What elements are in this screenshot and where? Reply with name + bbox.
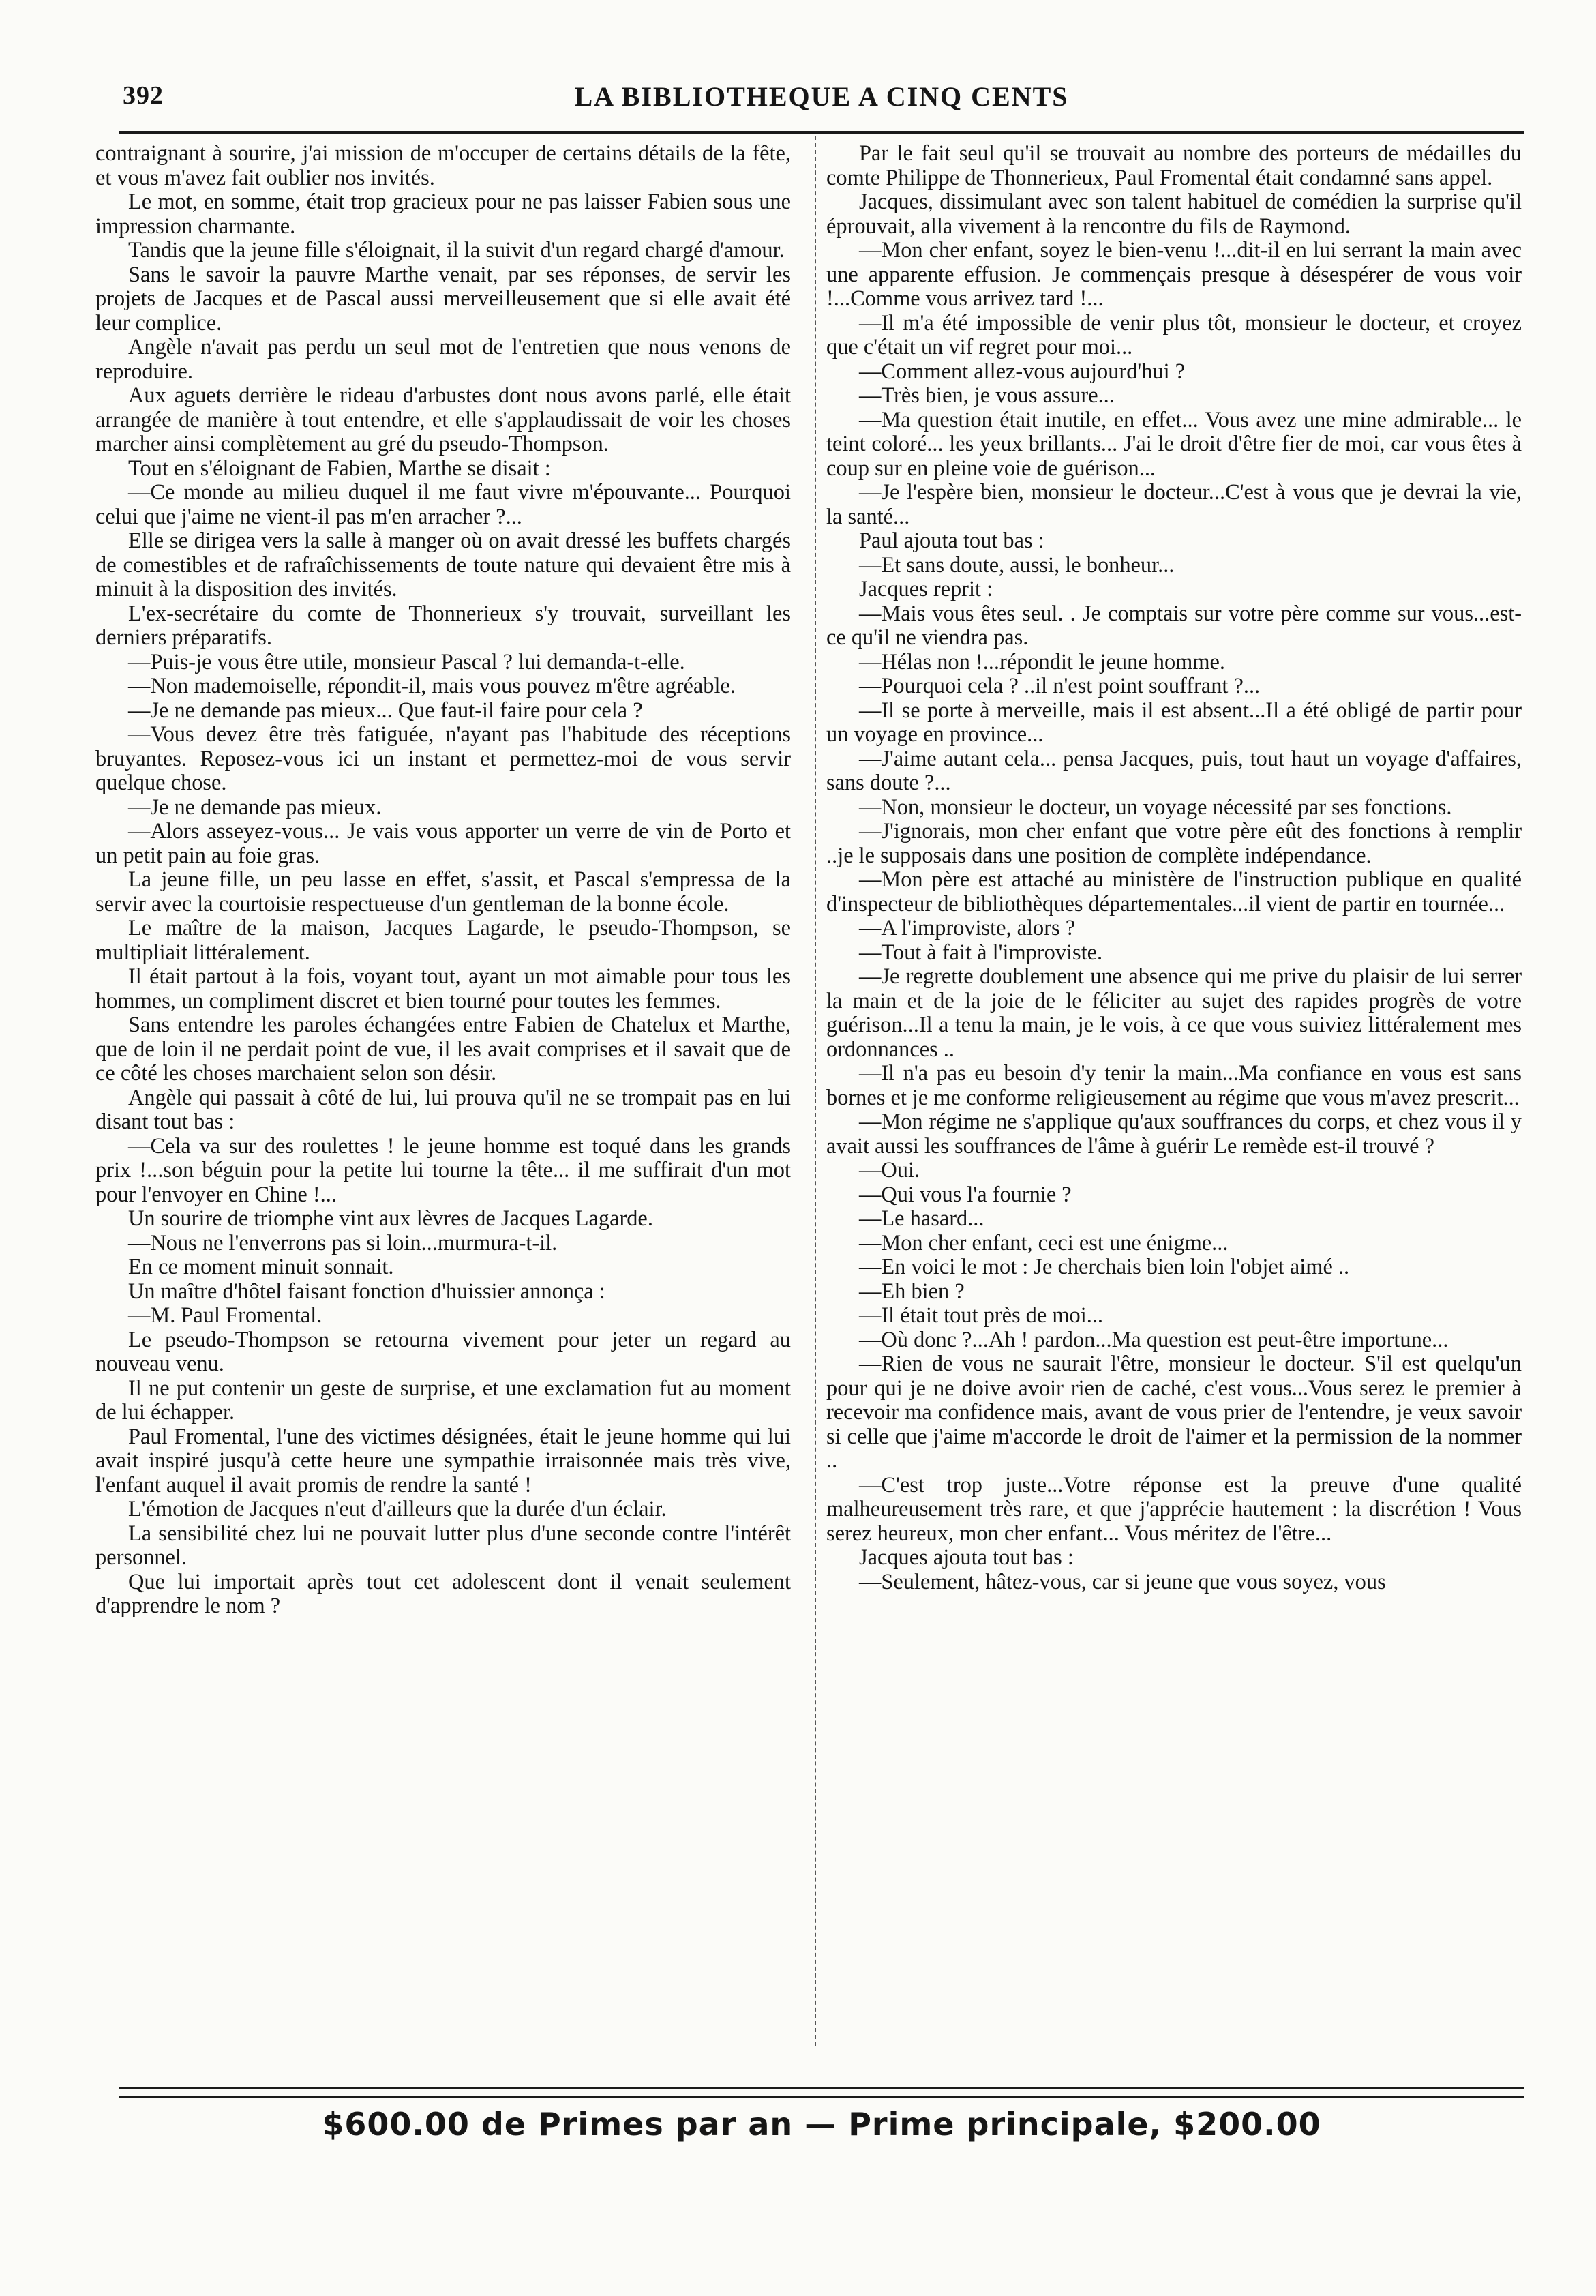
paragraph: —Cela va sur des roulettes ! le jeune homme est toqué dans les grands prix !...son béguin pour la petite lui tourne la tête... il me suffirait d'un mot pour l'envoyer en Chine !... — [95, 1133, 791, 1207]
paragraph: Le pseudo-Thompson se retourna vivement pour jeter un regard au nouveau venu. — [95, 1327, 791, 1376]
paragraph: —Où donc ?...Ah ! pardon...Ma question est peut-être importune... — [859, 1327, 1449, 1352]
running-title: LA BIBLIOTHEQUE A CINQ CENTS — [574, 81, 1069, 112]
paragraph: Par le fait seul qu'il se trouvait au nombre des porteurs de médailles du comte Philippe de Thonnerieux, Paul Fromental était condamné sans appel. — [826, 142, 1522, 190]
paragraph: Un sourire de triomphe vint aux lèvres de Jacques Lagarde. — [128, 1206, 653, 1231]
paragraph: L'ex-secrétaire du comte de Thonnerieux s'y trouvait, surveillant les derniers préparatifs. — [95, 601, 791, 650]
paragraph: Le mot, en somme, était trop gracieux pour ne pas laisser Fabien sous une impression charmante. — [95, 190, 791, 239]
paragraph: —Il était tout près de moi... — [859, 1303, 1104, 1328]
paragraph: —Pourquoi cela ? ..il n'est point souffrant ?... — [859, 674, 1261, 698]
paragraph: —Mais vous êtes seul. . Je comptais sur votre père comme sur vous...est-ce qu'il ne viendra pas. — [826, 601, 1522, 650]
paragraph: —En voici le mot : Je cherchais bien loin l'objet aimé .. — [859, 1255, 1350, 1279]
paragraph: —Ma question était inutile, en effet... Vous avez une mine admirable... le teint coloré... les yeux brillants... J'ai le droit d'être fier de moi, car vous êtes à coup sur en pleine voie de guérison... — [826, 407, 1522, 481]
page-header — [123, 80, 1520, 119]
paragraph: —Puis-je vous être utile, monsieur Pascal ? lui demanda-t-elle. — [128, 649, 685, 674]
paragraph: Paul ajouta tout bas : — [859, 528, 1044, 553]
paragraph: —Comment allez-vous aujourd'hui ? — [859, 359, 1186, 384]
paragraph: —A l'improviste, alors ? — [859, 916, 1076, 940]
paragraph: Un maître d'hôtel faisant fonction d'huissier annonça : — [128, 1279, 605, 1304]
paragraph: —Rien de vous ne saurait l'être, monsieur le docteur. S'il est quelqu'un pour qui je ne doive avoir rien de caché, c'est vous...Vous serez le premier à recevoir ma confidence mais, avant de vous prier de l'entendre, je veux savoir si celle que j'aime m'accorde le droit de l'aimer et la permission de la nommer .. — [826, 1352, 1522, 1473]
paragraph: —Mon cher enfant, ceci est une énigme... — [859, 1230, 1229, 1255]
paragraph: —Il n'a pas eu besoin d'y tenir la main...Ma confiance en vous est sans bornes et je me conforme religieusement au régime que vous m'avez prescrit... — [826, 1061, 1522, 1110]
paragraph: —C'est trop juste...Votre réponse est la preuve d'une qualité malheureusement très rare, et que j'apprécie hautement : la discrétion ! Vous serez heureux, mon cher enfant... Vous méritez de l'être... — [826, 1472, 1522, 1546]
paragraph: —Il m'a été impossible de venir plus tôt, monsieur le docteur, et croyez que c'était un vif regret pour moi... — [826, 310, 1522, 359]
paragraph: —Non mademoiselle, répondit-il, mais vous pouvez m'être agréable. — [128, 674, 736, 698]
paragraph: —Nous ne l'enverrons pas si loin...murmura-t-il. — [128, 1230, 558, 1255]
header-rule — [119, 131, 1524, 134]
paragraph: —Je ne demande pas mieux... Que faut-il faire pour cela ? — [128, 698, 643, 723]
paragraph: —Mon père est attaché au ministère de l'instruction publique en qualité d'inspecteur de bibliothèques départementales...il vient de partir en tournée... — [826, 867, 1522, 916]
paragraph: —Et sans doute, aussi, le bonheur... — [859, 552, 1175, 578]
paragraph: —Ce monde au milieu duquel il me faut vivre m'épouvante... Pourquoi celui que j'aime ne vient-il pas m'en arracher ?... — [95, 480, 791, 529]
paragraph: —Mon régime ne s'applique qu'aux souffrances du corps, et chez vous il y avait aussi les souffrances de l'âme à guérir Le remède est-il trouvé ? — [826, 1109, 1522, 1159]
paragraph: La sensibilité chez lui ne pouvait lutter plus d'une seconde contre l'intérêt personnel. — [95, 1521, 791, 1570]
paragraph: Sans entendre les paroles échangées entre Fabien de Chatelux et Marthe, que de loin il ne perdait point de vue, il les avait comprises et il savait que de ce côté les choses marchaient selon son désir. — [95, 1013, 791, 1086]
paragraph: —Eh bien ? — [859, 1279, 965, 1304]
paragraph: Elle se dirigea vers la salle à manger où on avait dressé les buffets chargés de comestibles et de rafraîchissements de toute nature qui devaient être mis à minuit à la disposition des invités. — [95, 528, 791, 601]
paragraph: —Hélas non !...répondit le jeune homme. — [859, 649, 1226, 674]
right-column — [826, 142, 1522, 2038]
paragraph: —J'aime autant cela... pensa Jacques, puis, tout haut un voyage d'affaires, sans doute ?... — [826, 746, 1522, 795]
paragraph: L'émotion de Jacques n'eut d'ailleurs que la durée d'un éclair. — [128, 1497, 667, 1521]
paragraph: Le maître de la maison, Jacques Lagarde, le pseudo-Thompson, se multipliait littéralement. — [95, 916, 791, 965]
paragraph: Jacques reprit : — [859, 577, 993, 601]
paragraph: —Je l'espère bien, monsieur le docteur...C'est à vous que je devrai la vie, la santé... — [826, 480, 1522, 529]
paragraph: —J'ignorais, mon cher enfant que votre père eût des fonctions à remplir ..je le supposais dans une position de complète indépendance. — [826, 819, 1522, 868]
footer-rule — [119, 2087, 1524, 2089]
paragraph: En ce moment minuit sonnait. — [128, 1255, 394, 1279]
paragraph: —Non, monsieur le docteur, un voyage nécessité par ses fonctions. — [859, 794, 1452, 820]
paragraph: Paul Fromental, l'une des victimes désignées, était le jeune homme qui lui avait inspiré jusqu'à cette heure une sympathie irraisonnée mais très vive, l'enfant auquel il avait promis de rendre la santé ! — [95, 1424, 791, 1497]
paragraph: —Seulement, hâtez-vous, car si jeune que vous soyez, vous — [859, 1569, 1386, 1594]
paragraph: Tout en s'éloignant de Fabien, Marthe se disait : — [128, 456, 551, 481]
footer-advertisement: $600.00 de Primes par an — Prime principale, $200.00 — [322, 2106, 1321, 2143]
paragraph: —Je ne demande pas mieux. — [128, 794, 382, 820]
paragraph: Angèle n'avait pas perdu un seul mot de l'entretien que nous venons de reproduire. — [95, 335, 791, 384]
paragraph: —Alors asseyez-vous... Je vais vous apporter un verre de vin de Porto et un petit pain au foie gras. — [95, 819, 791, 868]
paragraph: —Il se porte à merveille, mais il est absent...Il a été obligé de partir pour un voyage en province... — [826, 698, 1522, 747]
paragraph: Aux aguets derrière le rideau d'arbustes dont nous avons parlé, elle était arrangée de manière à tout entendre, et elle s'applaudissait de voir les choses marcher ainsi complètement au gré du pseudo-Thompson. — [95, 383, 791, 456]
paragraph: La jeune fille, un peu lasse en effet, s'assit, et Pascal s'empressa de la servir avec la courtoisie respectueuse d'un gentleman de la bonne école. — [95, 867, 791, 916]
paragraph: —Qui vous l'a fournie ? — [859, 1182, 1072, 1207]
footer-rule-thin — [119, 2096, 1524, 2098]
paragraph: —Vous devez être très fatiguée, n'ayant pas l'habitude des réceptions bruyantes. Reposez-vous ici un instant et permettez-moi de vous servir quelque chose. — [95, 722, 791, 795]
paragraph: contraignant à sourire, j'ai mission de m'occuper de certains détails de la fête, et vous m'avez fait oublier nos invités. — [95, 142, 791, 190]
paragraph: —Oui. — [859, 1158, 920, 1182]
paragraph: Jacques, dissimulant avec son talent habituel de comédien la surprise qu'il éprouvait, alla vivement à la rencontre du fils de Raymond. — [826, 190, 1522, 239]
paragraph: —Je regrette doublement une absence qui me prive du plaisir de lui serrer la main et de la joie de le féliciter au sujet des rapides progrès de votre guérison...Il a tenu la main, je le vois, à ce que vous suiviez littéralement mes ordonnances .. — [826, 964, 1522, 1062]
paragraph: —Très bien, je vous assure... — [859, 383, 1115, 408]
paragraph: —Tout à fait à l'improviste. — [859, 940, 1103, 965]
paragraph: Jacques ajouta tout bas : — [859, 1545, 1074, 1570]
paragraph: —Mon cher enfant, soyez le bien-venu !...dit-il en lui serrant la main avec une apparente effusion. Je commençais presque à désespérer de vous voir !...Comme vous arrivez tard !... — [826, 238, 1522, 311]
paragraph: —M. Paul Fromental. — [128, 1303, 322, 1328]
paragraph: Que lui importait après tout cet adolescent dont il venait seulement d'apprendre le nom ? — [95, 1569, 791, 1618]
page-number: 392 — [123, 81, 164, 110]
paragraph: Il était partout à la fois, voyant tout, ayant un mot aimable pour tous les hommes, un compliment discret et bien tourné pour toutes les femmes. — [95, 964, 791, 1013]
paragraph: Tandis que la jeune fille s'éloignait, il la suivit d'un regard chargé d'amour. — [128, 238, 785, 263]
left-column — [95, 142, 791, 2038]
paragraph: Il ne put contenir un geste de surprise, et une exclamation fut au moment de lui échapper. — [95, 1375, 791, 1425]
paragraph: Sans le savoir la pauvre Marthe venait, par ses réponses, de servir les projets de Jacques et de Pascal aussi merveilleusement que si elle avait été leur complice. — [95, 262, 791, 336]
column-divider — [815, 136, 816, 2046]
paragraph: —Le hasard... — [859, 1206, 984, 1231]
paragraph: Angèle qui passait à côté de lui, lui prouva qu'il ne se trompait pas en lui disant tout bas : — [95, 1085, 791, 1134]
